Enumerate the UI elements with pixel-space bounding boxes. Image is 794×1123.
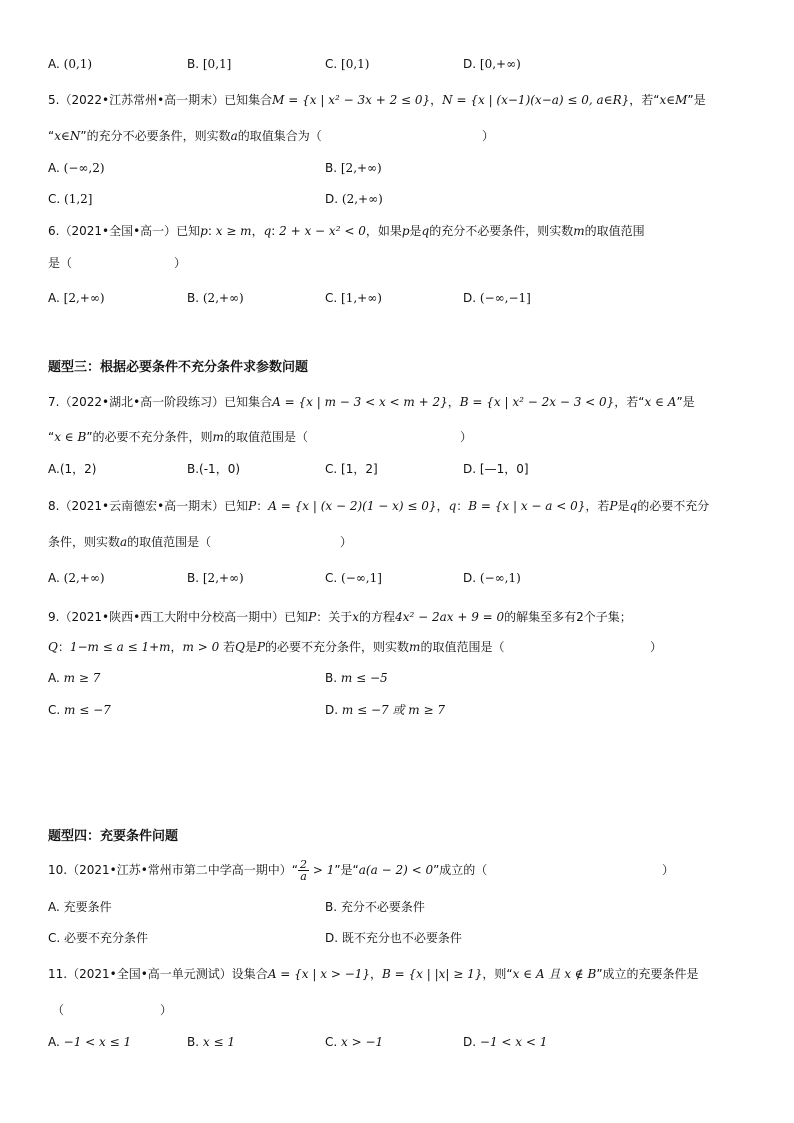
- q8-option-d: D. (−∞,1): [463, 571, 521, 585]
- q8-stem-line2: 条件，则实数a的取值范围是（: [48, 535, 212, 549]
- q6-option-a: A. [2,+∞): [48, 291, 105, 305]
- q8-stem-line1: 8.（2021•云南德宏•高一期末）已知P：A = {x | (x − 2)(1 − x) ≤ 0}，q：B = {x | x − a < 0}，若P是q的必要不充分: [48, 499, 710, 513]
- q9-option-a: A. m ≥ 7: [48, 671, 101, 685]
- q5-stem-line1: 5.（2022•江苏常州•高一期末）已知集合M = {x | x² − 3x + 2 ≤ 0}，N = {x | (x−1)(x−a) ≤ 0, a∈R}，若“x∈M”是: [48, 93, 706, 107]
- q7-stem-line2: “x ∈ B”的必要不充分条件，则m的取值范围是（: [48, 430, 308, 444]
- q11-option-b: B. x ≤ 1: [187, 1035, 235, 1049]
- q6-stem-line1: 6.（2021•全国•高一）已知p: x ≥ m，q: 2 + x − x² < 0，如果p是q的充分不必要条件，则实数m的取值范围: [48, 224, 645, 238]
- q10-blank-end: ）: [662, 863, 675, 877]
- q4-option-a: A. (0,1): [48, 57, 93, 71]
- q5-option-c: C. (1,2]: [48, 192, 93, 206]
- q5-blank-end: ）: [482, 129, 495, 143]
- q11-option-a: A. −1 < x ≤ 1: [48, 1035, 132, 1049]
- q4-option-b: B. [0,1]: [187, 57, 232, 71]
- q10-option-a: A. 充要条件: [48, 900, 112, 914]
- q6-option-b: B. (2,+∞): [187, 291, 244, 305]
- q9-option-d: D. m ≤ −7 或 m ≥ 7: [325, 703, 445, 717]
- q5-option-a: A. (−∞,2): [48, 161, 105, 175]
- q8-option-b: B. [2,+∞): [187, 571, 244, 585]
- q6-option-c: C. [1,+∞): [325, 291, 382, 305]
- q10-option-b: B. 充分不必要条件: [325, 900, 425, 914]
- q6-blank-end: ）: [174, 256, 187, 270]
- q7-option-d: D. [—1，0]: [463, 462, 529, 476]
- q11-blank-end: ）: [160, 1003, 173, 1017]
- q5-stem-line2: “x∈N”的充分不必要条件，则实数a的取值集合为（: [48, 129, 322, 143]
- q7-blank-end: ）: [460, 430, 473, 444]
- q8-option-a: A. (2,+∞): [48, 571, 105, 585]
- q10-option-c: C. 必要不充分条件: [48, 931, 149, 945]
- q6-option-d: D. (−∞,−1]: [463, 291, 531, 305]
- q5-option-b: B. [2,+∞): [325, 161, 382, 175]
- q11-option-d: D. −1 < x < 1: [463, 1035, 548, 1049]
- q7-stem-line1: 7.（2022•湖北•高一阶段练习）已知集合A = {x | m − 3 < x < m + 2}，B = {x | x² − 2x − 3 < 0}，若“x ∈ A”是: [48, 395, 695, 409]
- q10-option-d: D. 既不充分也不必要条件: [325, 931, 462, 945]
- q11-option-c: C. x > −1: [325, 1035, 384, 1049]
- q5-option-d: D. (2,+∞): [325, 192, 383, 206]
- q7-option-a: A.(1，2): [48, 462, 97, 476]
- q11-stem-line1: 11.（2021•全国•高一单元测试）设集合A = {x | x > −1}，B = {x | |x| ≥ 1}，则“x ∈ A 且 x ∉ B”成立的充要条件是: [48, 967, 699, 981]
- q11-stem-line2: （: [52, 1003, 65, 1017]
- q4-option-c: C. [0,1): [325, 57, 370, 71]
- q9-option-b: B. m ≤ −5: [325, 671, 388, 685]
- q10-stem: 10.（2021•江苏•常州市第二中学高一期中）“ $\frac{2}{a}$ > 1”是“a(a − 2) < 0”成立的（: [48, 858, 488, 883]
- q7-option-c: C. [1，2]: [325, 462, 378, 476]
- q4-option-d: D. [0,+∞): [463, 57, 521, 71]
- q8-option-c: C. (−∞,1]: [325, 571, 382, 585]
- q10-fraction: $\frac{2}{a}$: [300, 858, 308, 883]
- q8-blank-end: ）: [340, 535, 353, 549]
- q9-option-c: C. m ≤ −7: [48, 703, 111, 717]
- section3-title: 题型三：根据必要条件不充分条件求参数问题: [48, 360, 309, 375]
- q7-option-b: B.(-1，0): [187, 462, 241, 476]
- q9-stem-line1: 9.（2021•陕西•西工大附中分校高一期中）已知P：关于x的方程4x² − 2ax + 9 = 0的解集至多有2个子集；: [48, 610, 632, 624]
- q9-stem-line2: Q：1−m ≤ a ≤ 1+m，m > 0 若Q是P的必要不充分条件，则实数m的取值范围是（: [48, 640, 505, 654]
- section4-title: 题型四：充要条件问题: [48, 829, 179, 844]
- q9-blank-end: ）: [650, 640, 663, 654]
- q6-stem-line2: 是（: [48, 256, 73, 270]
